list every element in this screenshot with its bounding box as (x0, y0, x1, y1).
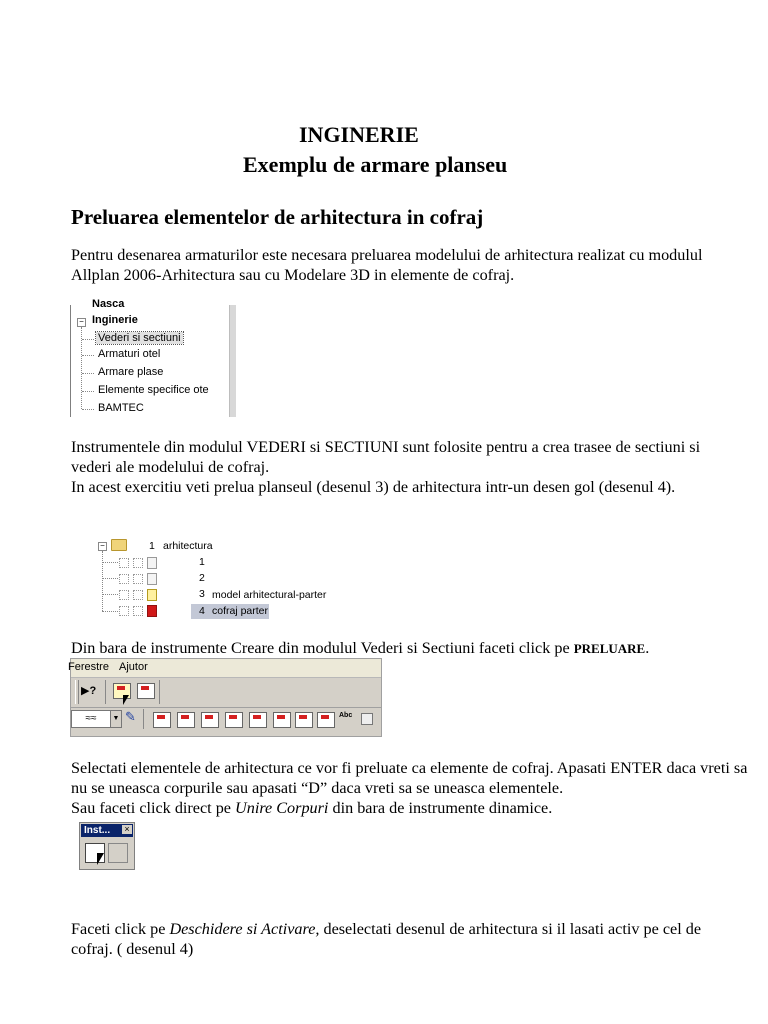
folder-label[interactable]: arhitectura (163, 540, 213, 552)
paragraph-intro (71, 245, 731, 285)
line-type-dropdown[interactable]: ≈≈ (71, 710, 111, 728)
separate-bodies-button[interactable] (108, 843, 128, 863)
pencil-icon[interactable]: ✎ (125, 709, 136, 724)
tree-item-armare-plase[interactable]: Armare plase (98, 366, 164, 378)
paragraph-open (71, 919, 731, 959)
tools-text-1: Instrumentele din modulul VEDERI si SECTIUNI sunt folosite pentru a crea trasee de sectiuni si vederi ale modelului de cofraj. (71, 438, 701, 476)
drawing-number: 1 (199, 556, 205, 568)
tree-connector (102, 611, 118, 612)
unire-corpuri-term: Unire Corpuri (235, 799, 329, 817)
drawing-icon (147, 557, 157, 569)
toolbar-separator (159, 680, 160, 704)
tree-item-label: Vederi si sectiuni (98, 332, 181, 344)
mouse-cursor-icon (123, 695, 129, 705)
intro-text: Pentru desenarea armaturilor este necesara preluarea modelului de arhitectura realizat cu modulul Allplan 2006-Arhitectura sau cu Modelare 3D in elemente de cofraj. (71, 246, 703, 284)
menu-ferestre[interactable]: Ferestre (68, 661, 109, 673)
toolbar-separator (143, 709, 144, 729)
toolbar-grip[interactable] (75, 680, 79, 704)
menu-ajutor[interactable]: Ajutor (119, 661, 148, 673)
active-checkbox[interactable] (133, 558, 143, 568)
drawing-number: 2 (199, 572, 205, 584)
tree-connector (102, 594, 118, 595)
tree-border (70, 305, 71, 417)
dynamic-toolbar-caption[interactable]: Inst... (81, 824, 133, 837)
drawing-icon-yellow (147, 589, 157, 601)
mouse-cursor-icon (97, 853, 104, 865)
tree-scrollbar[interactable] (229, 305, 236, 417)
paragraph-tools (71, 437, 731, 497)
tree-item-vederi[interactable] (96, 331, 183, 346)
tree-item-elemente[interactable]: Elemente specifice ote (98, 384, 209, 396)
module-tree-screenshot (70, 298, 236, 417)
open-text (71, 919, 731, 959)
tree-item-inginerie[interactable]: Inginerie (92, 314, 138, 326)
toolbar-separator (105, 680, 106, 704)
section-heading: Preluarea elementelor de arhitectura in cofraj (71, 205, 484, 229)
view-tool-3-button[interactable] (201, 712, 219, 728)
tree-connector (82, 339, 94, 340)
view-tool-7-button[interactable] (295, 712, 313, 728)
menu-bar (71, 659, 381, 678)
drawing-tree-screenshot (92, 536, 332, 622)
toolbar-divider (71, 707, 381, 708)
active-checkbox[interactable] (133, 590, 143, 600)
view-tool-6-button[interactable] (273, 712, 291, 728)
tree-item-partial: Nasca (92, 298, 125, 310)
drawing-icon (147, 573, 157, 585)
drawing-icon-active (147, 605, 157, 617)
page-title-line1: INGINERIE (299, 122, 419, 147)
tree-item-bamtec[interactable]: BAMTEC (98, 402, 144, 414)
active-checkbox[interactable] (133, 606, 143, 616)
drawing-number: 3 (199, 588, 205, 600)
creare-button[interactable] (137, 683, 155, 699)
text-tool-button[interactable]: Abc (339, 712, 353, 719)
visibility-checkbox[interactable] (119, 558, 129, 568)
deschidere-term: Deschidere si Activare, (169, 920, 320, 938)
drawing-label[interactable]: cofraj parter (212, 605, 269, 617)
folder-number: 1 (149, 540, 155, 552)
view-tool-1-button[interactable] (153, 712, 171, 728)
toolbar-text-post: . (645, 639, 650, 657)
chevron-down-icon[interactable]: ▼ (110, 710, 122, 728)
select-text-2 (71, 798, 751, 818)
drawing-label[interactable]: model arhitectural-parter (212, 589, 327, 601)
paragraph-toolbar (71, 638, 751, 659)
active-checkbox[interactable] (133, 574, 143, 584)
tree-item-armaturi[interactable]: Armaturi otel (98, 348, 161, 360)
toolbar-text (71, 638, 751, 659)
preluare-keyword: PRELUARE (573, 641, 646, 656)
visibility-checkbox[interactable] (119, 606, 129, 616)
tree-connector (102, 551, 103, 611)
tree-connector (82, 355, 94, 356)
open-text-pre: Faceti click pe (71, 920, 170, 938)
dynamic-toolbar-screenshot (79, 822, 135, 870)
drawing-number: 4 (199, 605, 205, 617)
page-title-line2: Exemplu de armare planseu (243, 152, 508, 177)
collapse-icon[interactable]: − (98, 542, 107, 551)
help-pointer-icon[interactable]: ▶? (81, 685, 97, 697)
tree-connector (102, 562, 118, 563)
tree-connector (102, 578, 118, 579)
close-icon[interactable]: × (122, 825, 132, 834)
folder-icon (111, 539, 127, 551)
tree-connector (82, 409, 94, 410)
tree-connector (82, 373, 94, 374)
visibility-checkbox[interactable] (119, 590, 129, 600)
view-tool-2-button[interactable] (177, 712, 195, 728)
toolbar-text-pre: Din bara de instrumente Creare din modulul Vederi si Sectiuni faceti click pe (71, 639, 574, 657)
view-tool-4-button[interactable] (225, 712, 243, 728)
paragraph-select (71, 758, 751, 818)
select-text-2-pre: Sau faceti click direct pe (71, 799, 236, 817)
open-text-post: deselectati desenul de arhitectura si il lasati activ pe cel de cofraj. ( desenul 4) (71, 920, 702, 958)
view-tool-5-button[interactable] (249, 712, 267, 728)
toolbar-screenshot (70, 658, 382, 737)
select-text-1: Selectati elementele de arhitectura ce vor fi preluate ca elemente de cofraj. Apasati ENTER daca vreti sa nu se uneasca corpurile sau apasati “D” daca vreti sa se uneasca elementele. (71, 759, 748, 797)
select-text-2-post: din bara de instrumente dinamice. (328, 799, 553, 817)
view-tool-8-button[interactable] (317, 712, 335, 728)
tree-connector (82, 391, 94, 392)
view-tool-10-button[interactable] (361, 713, 373, 725)
collapse-icon[interactable]: − (77, 318, 86, 327)
tools-text-2: In acest exercitiu veti prelua planseul (desenul 3) de arhitectura intr-un desen gol (desenul 4). (71, 478, 676, 496)
visibility-checkbox[interactable] (119, 574, 129, 584)
